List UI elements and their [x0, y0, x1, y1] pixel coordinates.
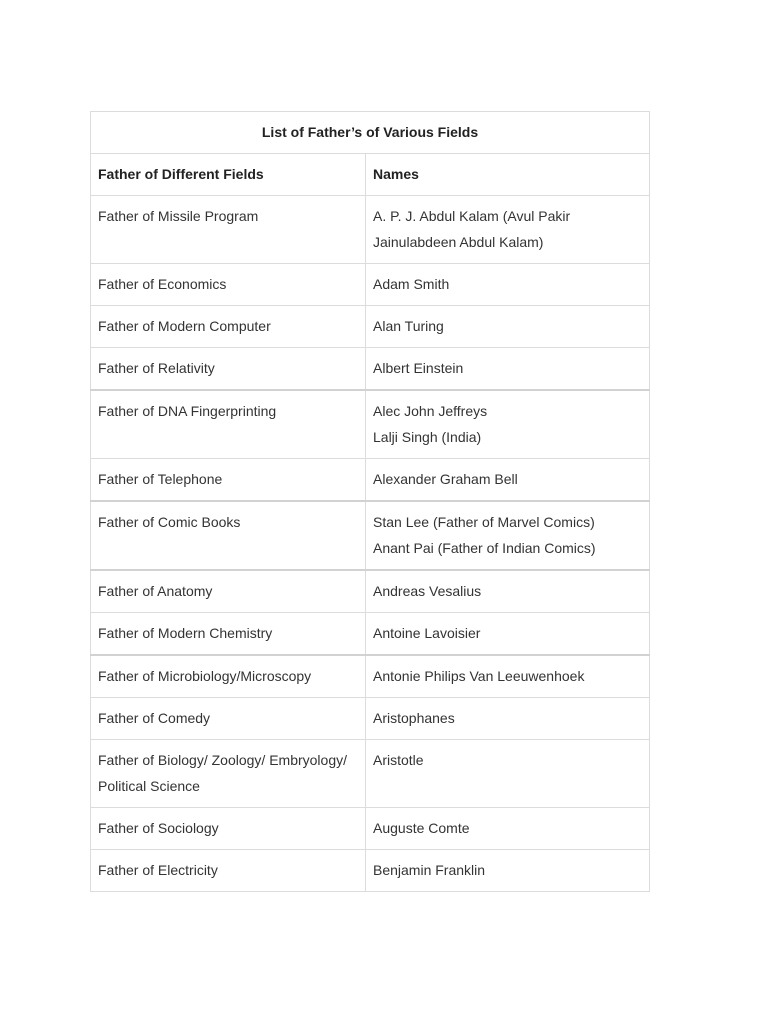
names-cell	[366, 808, 650, 850]
name-line: Lalji Singh (India)	[373, 429, 482, 445]
field-cell: Father of Telephone	[91, 459, 366, 502]
names-cell	[366, 570, 650, 613]
field-cell: Father of DNA Fingerprinting	[91, 390, 366, 459]
name-line: Adam Smith	[373, 276, 450, 292]
name-line: Jainulabdeen Abdul Kalam)	[373, 234, 544, 250]
table-row	[91, 655, 650, 698]
names-cell	[366, 306, 650, 348]
name-line: Stan Lee (Father of Marvel Comics)	[373, 514, 595, 530]
field-cell: Father of Anatomy	[91, 570, 366, 613]
name-line: Antoine Lavoisier	[373, 625, 481, 641]
table-row	[91, 613, 650, 656]
name-line: Alec John Jeffreys	[373, 403, 488, 419]
field-cell: Father of Modern Computer	[91, 306, 366, 348]
field-cell: Father of Comic Books	[91, 501, 366, 570]
table-row	[91, 850, 650, 892]
name-line: Alexander Graham Bell	[373, 471, 518, 487]
field-cell: Father of Modern Chemistry	[91, 613, 366, 656]
name-line: Auguste Comte	[373, 820, 470, 836]
field-cell: Father of Relativity	[91, 348, 366, 391]
table-row	[91, 264, 650, 306]
table-title: List of Father’s of Various Fields	[91, 112, 650, 154]
field-cell: Father of Missile Program	[91, 196, 366, 264]
fathers-table	[90, 111, 650, 892]
names-cell	[366, 390, 650, 459]
table-row	[91, 390, 650, 459]
name-line: Antonie Philips Van Leeuwenhoek	[373, 668, 585, 684]
table-row	[91, 501, 650, 570]
field-cell: Father of Microbiology/Microscopy	[91, 655, 366, 698]
table-row	[91, 348, 650, 391]
table-row	[91, 570, 650, 613]
names-cell	[366, 655, 650, 698]
field-cell: Father of Electricity	[91, 850, 366, 892]
name-line: Aristotle	[373, 752, 424, 768]
table-row	[91, 740, 650, 808]
names-cell	[366, 740, 650, 808]
names-cell	[366, 698, 650, 740]
names-cell	[366, 459, 650, 502]
field-cell: Father of Biology/ Zoology/ Embryology/ Political Science	[91, 740, 366, 808]
name-line: Andreas Vesalius	[373, 583, 482, 599]
table-row	[91, 306, 650, 348]
table-row	[91, 196, 650, 264]
column-header-field: Father of Different Fields	[91, 154, 366, 196]
names-cell	[366, 850, 650, 892]
table-row	[91, 808, 650, 850]
name-line: Aristophanes	[373, 710, 455, 726]
names-cell	[366, 348, 650, 391]
names-cell	[366, 613, 650, 656]
column-header-names: Names	[366, 154, 650, 196]
table-row	[91, 459, 650, 502]
field-cell: Father of Sociology	[91, 808, 366, 850]
name-line: Alan Turing	[373, 318, 444, 334]
field-cell: Father of Economics	[91, 264, 366, 306]
names-cell	[366, 501, 650, 570]
name-line: Benjamin Franklin	[373, 862, 486, 878]
name-line: Albert Einstein	[373, 360, 464, 376]
table-row	[91, 698, 650, 740]
name-line: A. P. J. Abdul Kalam (Avul Pakir	[373, 208, 571, 224]
names-cell	[366, 264, 650, 306]
table-title-row	[91, 112, 650, 154]
table-body	[91, 196, 650, 892]
name-line: Anant Pai (Father of Indian Comics)	[373, 540, 596, 556]
names-cell	[366, 196, 650, 264]
field-cell: Father of Comedy	[91, 698, 366, 740]
table-header-row	[91, 154, 650, 196]
